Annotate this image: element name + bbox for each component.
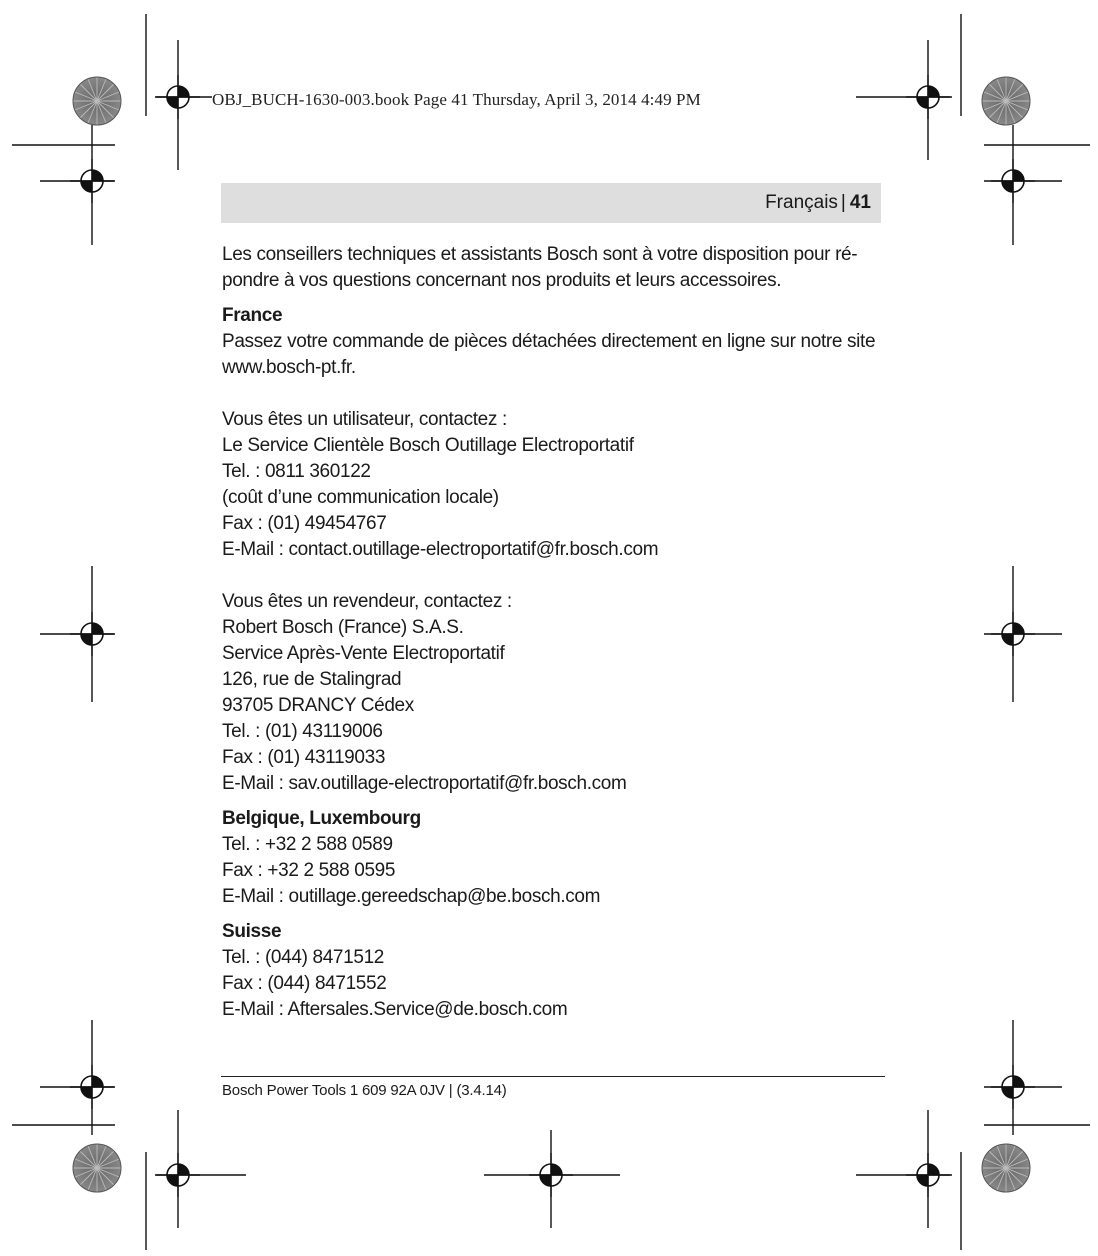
fax-line: Fax : (01) 49454767 [222, 513, 387, 534]
intro-paragraph [222, 242, 887, 294]
section-heading-suisse: Suisse [222, 921, 282, 942]
intro-line: Les conseillers techniques et assistants Bosch sont à votre disposition pour ré- [222, 244, 858, 265]
section-heading-france: France [222, 305, 283, 326]
email-line: E-Mail : outillage.gereedschap@be.bosch.com [222, 886, 601, 907]
section-heading-belgique: Belgique, Luxembourg [222, 808, 421, 829]
text-line: www.bosch-pt.fr. [222, 357, 356, 378]
document-body [222, 242, 887, 1023]
registration-disc-icon [982, 1144, 1030, 1192]
text-line: (coût d’une communication locale) [222, 487, 499, 508]
registration-disc-icon [73, 77, 121, 125]
suisse-contact [222, 945, 887, 1023]
registration-disc-icon [982, 77, 1030, 125]
email-line: E-Mail : contact.outillage-electroportatif@fr.bosch.com [222, 539, 659, 560]
france-reseller-contact [222, 589, 887, 797]
page-number: 41 [849, 192, 871, 213]
text-line: Le Service Clientèle Bosch Outillage Electroportatif [222, 435, 634, 456]
text-line: Vous êtes un revendeur, contactez : [222, 591, 512, 612]
fax-line: Fax : (044) 8471552 [222, 973, 387, 994]
header-language: Français [765, 192, 838, 213]
text-line: Passez votre commande de pièces détachées directement en ligne sur notre site [222, 331, 876, 352]
page-header [221, 183, 881, 223]
header-separator: | [840, 192, 846, 213]
france-user-contact [222, 407, 887, 563]
footer-rule [221, 1076, 885, 1077]
email-line: E-Mail : Aftersales.Service@de.bosch.com [222, 999, 568, 1020]
belgique-contact [222, 832, 887, 910]
text-line: Service Après-Vente Electroportatif [222, 643, 505, 664]
intro-line: pondre à vos questions concernant nos produits et leurs accessoires. [222, 270, 782, 291]
fax-line: Fax : +32 2 588 0595 [222, 860, 396, 881]
phone-line: Tel. : (044) 8471512 [222, 947, 385, 968]
text-line: Robert Bosch (France) S.A.S. [222, 617, 464, 638]
registration-disc-icon [73, 1144, 121, 1192]
page-footer: Bosch Power Tools 1 609 92A 0JV | (3.4.14) [222, 1082, 507, 1099]
address-line: 126, rue de Stalingrad [222, 669, 402, 690]
text-line: Vous êtes un utilisateur, contactez : [222, 409, 507, 430]
printer-slug: OBJ_BUCH-1630-003.book Page 41 Thursday, April 3, 2014 4:49 PM [212, 90, 701, 109]
phone-line: Tel. : +32 2 588 0589 [222, 834, 393, 855]
phone-line: Tel. : (01) 43119006 [222, 721, 383, 742]
france-order-text [222, 329, 887, 381]
email-line: E-Mail : sav.outillage-electroportatif@fr.bosch.com [222, 773, 627, 794]
address-line: 93705 DRANCY Cédex [222, 695, 414, 716]
fax-line: Fax : (01) 43119033 [222, 747, 386, 768]
phone-line: Tel. : 0811 360122 [222, 461, 371, 482]
